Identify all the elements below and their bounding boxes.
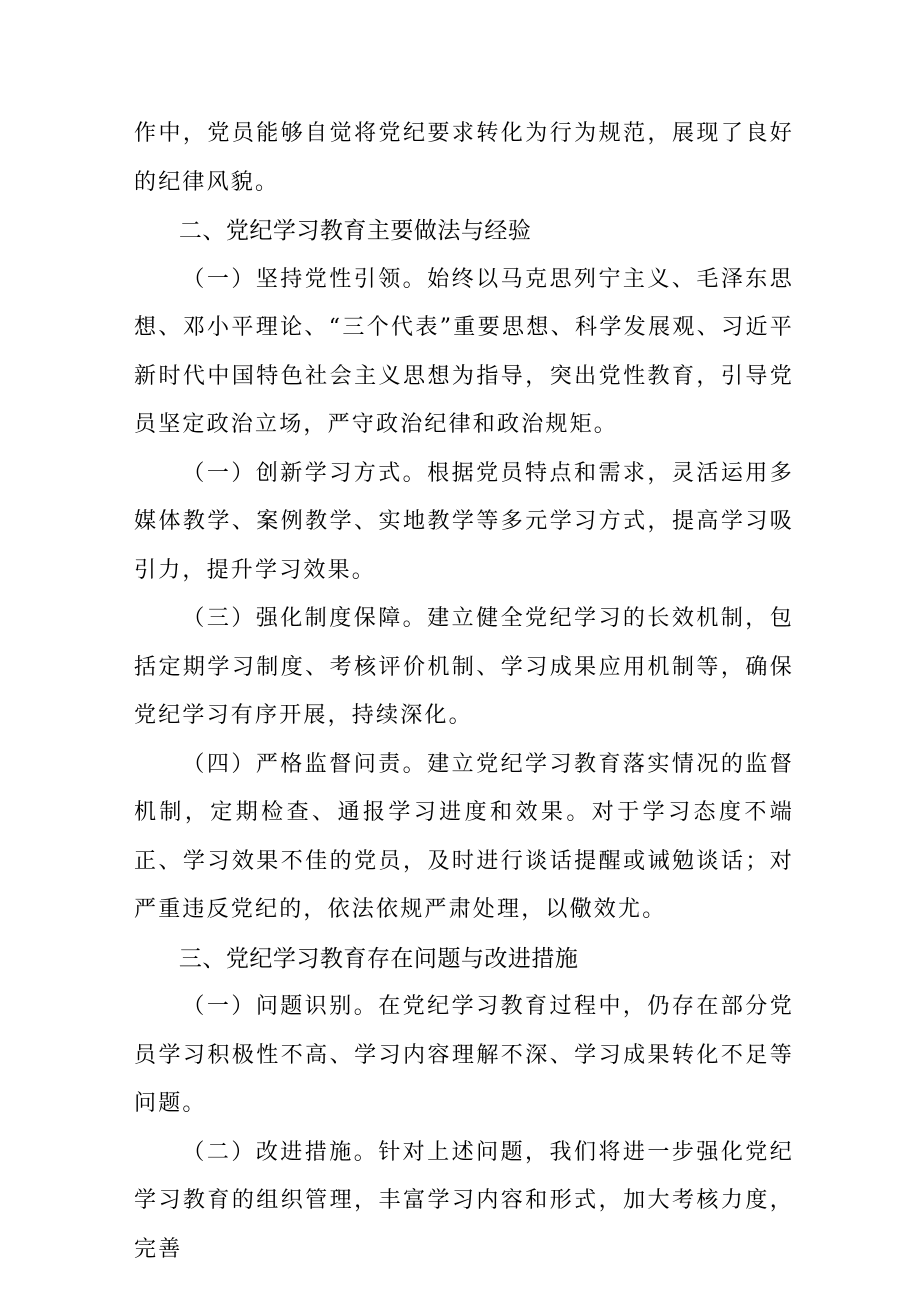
paragraph-party-spirit: （一）坚持党性引领。始终以马克思列宁主义、毛泽东思想、邓小平理论、“三个代表”重要思想、科学发展观、习近平新时代中国特色社会主义思想为指导，突出党性教育，引导党员坚定政治立场，严守政治纪律和政治规矩。 [134,266,794,437]
section-heading-3: 三、党纪学习教育存在问题与改进措施 [178,945,579,972]
section-heading-2: 二、党纪学习教育主要做法与经验 [178,218,532,244]
paragraph-continuation: 作中，党员能够自觉将党纪要求转化为行为规范，展现了良好的纪律风貌。 [134,121,794,195]
paragraph-supervision: （四）严格监督问责。建立党纪学习教育落实情况的监督机制，定期检查、通报学习进度和效果。对于学习态度不端正、学习效果不佳的党员，及时进行谈话提醒或诫勉谈话；对严重违反党纪的，依法依规严肃处理，以儆效尤。 [134,751,794,922]
paragraph-improvement-measures: （二）改进措施。针对上述问题，我们将进一步强化党纪学习教育的组织管理，丰富学习内容和形式，加大考核力度，完善 [134,1139,794,1262]
paragraph-system-guarantee: （三）强化制度保障。建立健全党纪学习的长效机制，包括定期学习制度、考核评价机制、学习成果应用机制等，确保党纪学习有序开展，持续深化。 [134,606,794,728]
paragraph-learning-methods: （一）创新学习方式。根据党员特点和需求，灵活运用多媒体教学、案例教学、实地教学等多元学习方式，提高学习吸引力，提升学习效果。 [134,460,794,583]
document-body [134,110,794,1274]
paragraph-problem-identification: （一）问题识别。在党纪学习教育过程中，仍存在部分党员学习积极性不高、学习内容理解不深、学习成果转化不足等问题。 [134,994,794,1116]
